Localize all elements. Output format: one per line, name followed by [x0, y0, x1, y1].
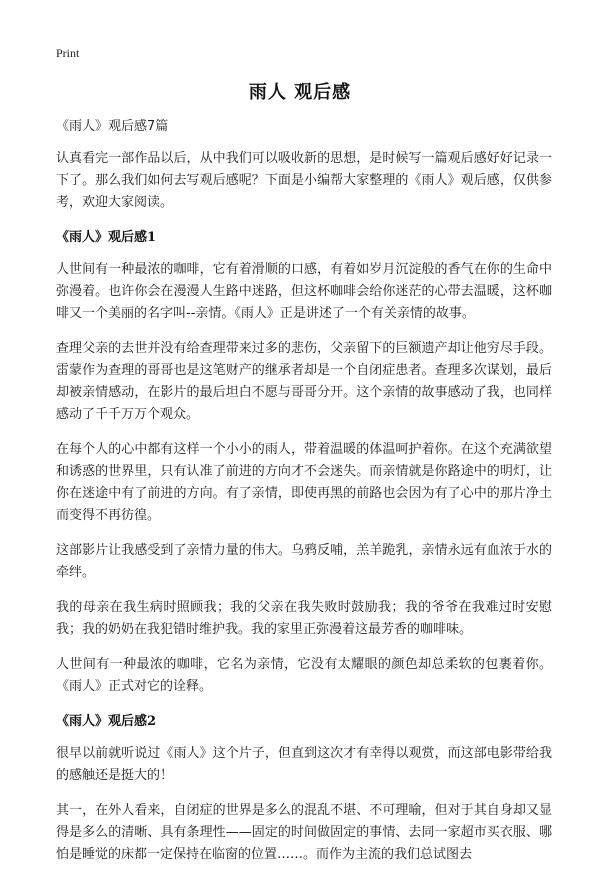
paragraph: 人世间有一种最浓的咖啡，它有着滑顺的口感，有着如岁月沉淀般的香气在你的生命中弥漫着。也许你会在漫漫人生路中迷路，但这杯咖啡会给你迷茫的心带去温暖，这杯咖啡又一个美丽的名字叫--亲情。《雨人》正是讲述了一个有关亲情的故事。: [56, 262, 552, 321]
intro-paragraph: 认真看完一部作品以后，从中我们可以吸收新的思想，是时候写一篇观后感好好记录一下了。那么我们如何去写观后感呢？下面是小编帮大家整理的《雨人》观后感，仅供参考，欢迎大家阅读。: [56, 151, 552, 210]
paragraph: 查理父亲的去世并没有给查理带来过多的悲伤，父亲留下的巨额遗产却让他穷尽手段。雷蒙作为查理的哥哥也是这笔财产的继承者却是一个自闭症患者。查理多次谋划，最后却被亲情感动，在影片的最后坦白不愿与哥哥分开。这个亲情的故事感动了我，也同样感动了千千万万个观众。: [56, 341, 552, 422]
paragraph: 人世间有一种最浓的咖啡，它名为亲情，它没有太耀眼的颜色却总柔软的包裹着你。《雨人》正式对它的诠释。: [56, 657, 552, 694]
section-heading: 《雨人》观后感2: [56, 714, 157, 729]
page-title: 雨人 观后感: [248, 82, 352, 103]
section-2: [56, 711, 552, 866]
article-body: [56, 116, 552, 879]
print-link[interactable]: Print: [56, 46, 80, 60]
paragraph: 其一，在外人看来，自闭症的世界是多么的混乱不堪、不可理喻，但对于其自身却又显得是多么的清晰、具有条理性——固定的时间做固定的事情、去同一家超市买衣服、哪怕是睡觉的床都一定保持在临窗的位置……。而作为主流的我们总试图去: [56, 803, 552, 862]
section-1: [56, 227, 552, 698]
paragraph: 我的母亲在我生病时照顾我；我的父亲在我失败时鼓励我；我的爷爷在我难过时安慰我；我的奶奶在我犯错时维护我。我的家里正弥漫着这最芳香的咖啡味。: [56, 600, 552, 637]
section-heading: 《雨人》观后感1: [56, 230, 157, 245]
paragraph: 在每个人的心中都有这样一个小小的雨人，带着温暖的体温呵护着你。在这个充满欲望和诱惑的世界里，只有认准了前进的方向才不会迷失。而亲情就是你路途中的明灯，让你在迷途中有了前进的方向。有了亲情，即使再黑的前路也会因为有了心中的那片净土而变得不再彷徨。: [56, 442, 552, 523]
paragraph: 很早以前就听说过《雨人》这个片子，但直到这次才有幸得以观赏，而这部电影带给我的感触还是挺大的！: [56, 746, 552, 783]
paragraph: 这部影片让我感受到了亲情力量的伟大。乌鸦反哺，羔羊跪乳，亲情永远有血浓于水的牵绊。: [56, 543, 552, 580]
article-subtitle: 《雨人》观后感7篇: [56, 119, 169, 134]
